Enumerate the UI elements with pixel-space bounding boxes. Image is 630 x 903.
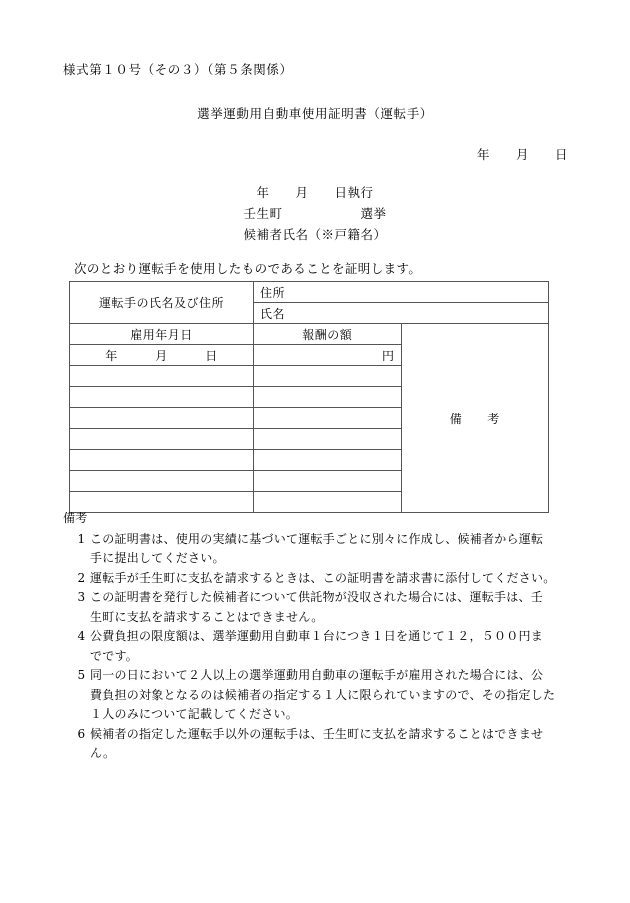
note-text	[90, 588, 573, 627]
note-item	[63, 588, 573, 627]
reward-amount-entry[interactable]	[254, 408, 402, 429]
note-line: １人のみについて記載してください。	[90, 707, 299, 721]
note-line: 生町に支払を請求することはできません。	[90, 609, 324, 624]
employment-date-entry[interactable]	[70, 387, 254, 408]
election-info-block	[0, 182, 630, 245]
note-item	[63, 725, 573, 764]
employment-date-entry[interactable]	[70, 450, 254, 471]
note-line: ん。	[90, 746, 116, 760]
reward-amount-entry[interactable]	[254, 387, 402, 408]
form-number: 様式第１０号（その３）（第５条関係）	[63, 62, 293, 77]
candidate-name-line: 候補者氏名（※戸籍名）	[243, 227, 387, 242]
election-date-line: 年 月 日執行	[256, 185, 374, 200]
note-text	[90, 569, 573, 589]
table-row-address	[70, 282, 549, 303]
note-number: 4	[77, 629, 86, 643]
note-text	[90, 666, 573, 725]
reward-amount-entry[interactable]	[254, 450, 402, 471]
column-header-employment-date: 雇用年月日	[70, 324, 254, 345]
address-cell[interactable]: 住所	[254, 282, 549, 303]
notes-section	[63, 509, 573, 764]
issue-date-line: 年 月 日	[476, 147, 568, 162]
currency-unit-cell[interactable]: 円	[254, 345, 402, 366]
employment-date-entry[interactable]	[70, 471, 254, 492]
employment-date-entry[interactable]	[70, 408, 254, 429]
note-line: 同一の日において２人以上の選挙運動用自動車の運転手が雇用された場合には、公	[90, 668, 544, 682]
note-line: 公費負担の限度額は、選挙運動用自動車１台につき１日を通じて１２，５００円ま	[90, 629, 544, 643]
note-number: 1	[77, 531, 86, 546]
document-title: 選挙運動用自動車使用証明書（運転手）	[197, 106, 433, 121]
reward-amount-entry[interactable]	[254, 471, 402, 492]
municipality-line: 壬生町 選挙	[243, 206, 387, 221]
note-line: この証明書は、使用の実績に基づいて運転手ごとに別々に作成し、候補者から運転	[90, 531, 544, 546]
column-header-reward-amount: 報酬の額	[254, 324, 402, 345]
note-item	[63, 627, 573, 666]
note-text	[90, 627, 573, 666]
note-line: この証明書を発行した候補者について供託物が没収された場合には、運転手は、壬	[90, 590, 544, 604]
note-number: 6	[77, 726, 86, 741]
note-number: 5	[77, 668, 86, 682]
date-units-cell[interactable]: 年 月 日	[70, 345, 254, 366]
note-item	[63, 666, 573, 725]
column-header-remarks[interactable]: 備 考	[401, 324, 549, 513]
certification-statement: 次のとおり運転手を使用したものであることを証明します。	[74, 261, 422, 276]
name-cell[interactable]: 氏名	[254, 303, 549, 324]
note-item	[63, 530, 573, 569]
note-number: 3	[77, 590, 86, 604]
note-item	[63, 569, 573, 589]
driver-usage-table	[69, 281, 549, 513]
driver-info-label: 運転手の氏名及び住所	[70, 282, 254, 324]
note-line: でです。	[90, 648, 139, 663]
note-text	[90, 530, 573, 569]
note-line: 候補者の指定した運転手以外の運転手は、壬生町に支払を請求することはできませ	[90, 726, 544, 741]
note-line: 手に提出してください。	[90, 551, 225, 565]
note-line: 運転手が壬生町に支払を請求するときは、この証明書を請求書に添付してください。	[90, 570, 556, 585]
note-text	[90, 725, 573, 764]
note-line: 費負担の対象となるのは候補者の指定する１人に限られていますので、その指定した	[90, 687, 556, 702]
employment-date-entry[interactable]	[70, 366, 254, 387]
note-number: 2	[77, 570, 86, 585]
notes-list	[63, 530, 573, 764]
notes-title: 備考	[63, 511, 88, 525]
reward-amount-entry[interactable]	[254, 429, 402, 450]
employment-date-entry[interactable]	[70, 429, 254, 450]
table-row-headers	[70, 324, 549, 345]
reward-amount-entry[interactable]	[254, 366, 402, 387]
